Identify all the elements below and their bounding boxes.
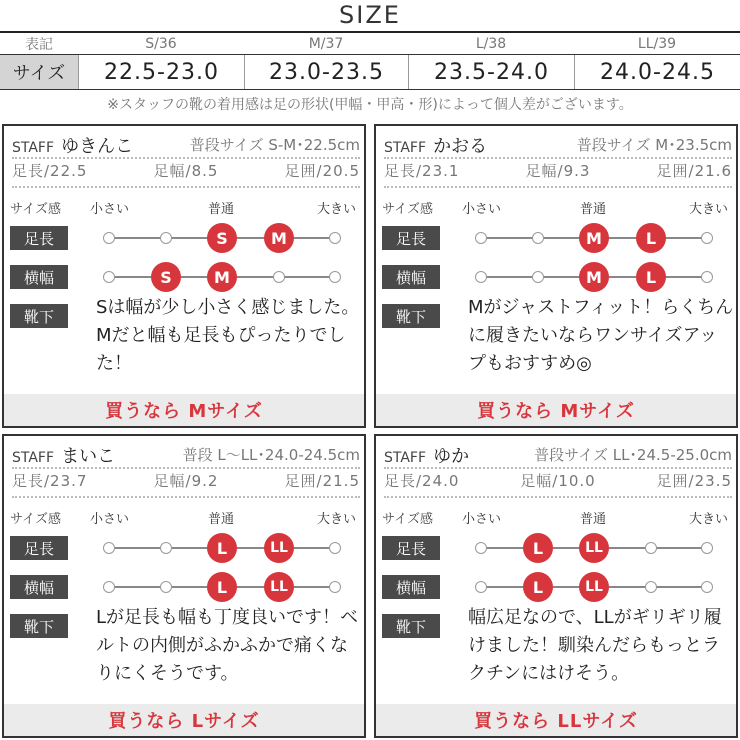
- scale-tick: [645, 581, 657, 593]
- staff-name: まいこ: [61, 446, 116, 467]
- length-row-label: 足長: [382, 226, 440, 250]
- scale-normal-label: 普通: [208, 202, 235, 217]
- staff-header: [12, 442, 360, 466]
- size-value-cell: 23.5-24.0: [408, 55, 574, 89]
- size-fit-mark: LL: [264, 533, 294, 563]
- length-fit-scale: [104, 533, 340, 563]
- foot-length: 足長/24.0: [384, 472, 460, 490]
- length-fit-scale: [104, 223, 340, 253]
- scale-large-label: 大きい: [316, 202, 356, 217]
- staff-comment: 幅広足なので、LLがギリギリ履けました！馴染んだらもっとラクチンにはけそう。: [468, 607, 722, 684]
- foot-width: 足幅/9.3: [525, 162, 591, 180]
- width-row-label: 横幅: [382, 265, 440, 289]
- size-fit-mark: S: [151, 262, 181, 292]
- width-fit-scale: [104, 262, 340, 292]
- width-fit-scale: [476, 262, 712, 292]
- foot-width: 足幅/9.2: [153, 472, 219, 490]
- foot-length: 足長/23.7: [12, 472, 88, 490]
- title-divider: [0, 31, 740, 33]
- staff-name: ゆか: [433, 446, 470, 467]
- scale-tick: [273, 271, 285, 283]
- dotted-divider: [384, 496, 732, 498]
- page-title: SIZE: [339, 1, 401, 29]
- scale-tick: [701, 581, 713, 593]
- scale-tick: [329, 271, 341, 283]
- scale-tick: [475, 581, 487, 593]
- usual-size: 普段サイズ M･23.5cm: [576, 136, 732, 154]
- width-row-label: 横幅: [10, 265, 68, 289]
- dotted-divider: [384, 186, 732, 188]
- foot-measurements: [384, 470, 732, 494]
- scale-tick: [160, 581, 172, 593]
- socks-row-label: 靴下: [382, 304, 440, 328]
- size-fit-mark: L: [523, 533, 553, 563]
- dotted-divider: [12, 467, 360, 469]
- size-value-cell: 22.5-23.0: [78, 55, 244, 89]
- width-fit-scale: [476, 572, 712, 602]
- foot-width: 足幅/10.0: [520, 472, 596, 490]
- scale-tick: [475, 542, 487, 554]
- size-fit-mark: M: [207, 262, 237, 292]
- staff-card: [2, 434, 366, 738]
- foot-length: 足長/22.5: [12, 162, 88, 180]
- staff-label: STAFF: [12, 140, 55, 156]
- socks-row-label: 靴下: [10, 304, 68, 328]
- staff-card: [374, 124, 738, 428]
- staff-label: STAFF: [384, 140, 427, 156]
- socks-row-label: 靴下: [382, 614, 440, 638]
- size-fit-mark: L: [636, 223, 666, 253]
- scale-tick: [701, 271, 713, 283]
- size-row-label: サイズ: [0, 55, 78, 89]
- scale-normal-label: 普通: [580, 202, 607, 217]
- scale-small-label: 小さい: [462, 512, 502, 527]
- size-table-header: [0, 34, 740, 54]
- dotted-divider: [384, 467, 732, 469]
- dotted-divider: [12, 157, 360, 159]
- staff-header: [12, 132, 360, 156]
- foot-width: 足幅/8.5: [153, 162, 219, 180]
- recommended-size: 買うなら LLサイズ: [376, 704, 736, 736]
- header-cell: L/38: [475, 36, 507, 52]
- scale-tick: [329, 581, 341, 593]
- scale-tick: [329, 542, 341, 554]
- foot-girth: 足囲/21.5: [284, 472, 360, 490]
- staff-name: ゆきんこ: [61, 136, 134, 157]
- size-fit-mark: S: [207, 223, 237, 253]
- foot-girth: 足囲/23.5: [656, 472, 732, 490]
- scale-normal-label: 普通: [580, 512, 607, 527]
- staff-card: [2, 124, 366, 428]
- scale-tick: [645, 542, 657, 554]
- header-cell: 表記: [25, 37, 53, 53]
- foot-girth: 足囲/20.5: [284, 162, 360, 180]
- scale-tick: [475, 271, 487, 283]
- size-fit-mark: LL: [264, 572, 294, 602]
- scale-large-label: 大きい: [316, 512, 356, 527]
- size-value-cell: 24.0-24.5: [574, 55, 740, 89]
- fit-label: サイズ感: [382, 202, 433, 217]
- scale-tick: [532, 271, 544, 283]
- usual-size: 普段 L～LL･24.0-24.5cm: [182, 446, 360, 464]
- foot-girth: 足囲/21.6: [656, 162, 732, 180]
- scale-tick: [701, 232, 713, 244]
- socks-row-label: 靴下: [10, 614, 68, 638]
- staff-comment: Sは幅が少し小さく感じました。Mだと幅も足長もぴったりでした！: [96, 297, 360, 374]
- fit-label: サイズ感: [10, 512, 61, 527]
- foot-length: 足長/23.1: [384, 162, 460, 180]
- scale-normal-label: 普通: [208, 512, 235, 527]
- scale-tick: [701, 542, 713, 554]
- header-cell: M/37: [308, 36, 344, 52]
- scale-tick: [160, 232, 172, 244]
- scale-large-label: 大きい: [688, 202, 728, 217]
- header-cell: S/36: [145, 36, 177, 52]
- scale-small-label: 小さい: [90, 202, 130, 217]
- staff-label: STAFF: [12, 450, 55, 466]
- usual-size: 普段サイズ LL･24.5-25.0cm: [534, 446, 732, 464]
- header-cell: LL/39: [637, 36, 677, 52]
- staff-label: STAFF: [384, 450, 427, 466]
- size-fit-mark: LL: [579, 533, 609, 563]
- size-fit-mark: LL: [579, 572, 609, 602]
- recommended-size: 買うなら Mサイズ: [376, 394, 736, 426]
- scale-tick: [160, 542, 172, 554]
- staff-comment: Lが足長も幅も丁度良いです！ベルトの内側がふかふかで痛くなりにくそうです。: [96, 607, 359, 684]
- size-fit-mark: L: [636, 262, 666, 292]
- staff-name: かおる: [433, 136, 488, 157]
- dotted-divider: [384, 157, 732, 159]
- size-fit-mark: L: [207, 572, 237, 602]
- width-row-label: 横幅: [10, 575, 68, 599]
- length-fit-scale: [476, 223, 712, 253]
- size-fit-mark: M: [264, 223, 294, 253]
- width-fit-scale: [104, 572, 340, 602]
- size-table: [0, 34, 740, 90]
- fit-label: サイズ感: [382, 512, 433, 527]
- size-fit-mark: L: [207, 533, 237, 563]
- scale-tick: [103, 271, 115, 283]
- scale-small-label: 小さい: [462, 202, 502, 217]
- foot-measurements: [384, 160, 732, 184]
- scale-tick: [103, 542, 115, 554]
- staff-card: [374, 434, 738, 738]
- staff-comment: Mがジャストフィット！らくちんに履きたいならワンサイズアップもおすすめ◎: [468, 297, 734, 374]
- size-table-values: [0, 54, 740, 90]
- foot-measurements: [12, 160, 360, 184]
- staff-header: [384, 132, 732, 156]
- fit-disclaimer: ※スタッフの靴の着用感は足の形状(甲幅・甲高・形)によって個人差がございます。: [107, 97, 633, 113]
- length-row-label: 足長: [10, 226, 68, 250]
- scale-tick: [103, 581, 115, 593]
- dotted-divider: [12, 186, 360, 188]
- scale-large-label: 大きい: [688, 512, 728, 527]
- foot-measurements: [12, 470, 360, 494]
- length-row-label: 足長: [382, 536, 440, 560]
- dotted-divider: [12, 496, 360, 498]
- scale-tick: [329, 232, 341, 244]
- recommended-size: 買うなら Mサイズ: [4, 394, 364, 426]
- size-fit-mark: M: [579, 223, 609, 253]
- size-value-cell: 23.0-23.5: [244, 55, 408, 89]
- scale-tick: [103, 232, 115, 244]
- length-row-label: 足長: [10, 536, 68, 560]
- scale-small-label: 小さい: [90, 512, 130, 527]
- length-fit-scale: [476, 533, 712, 563]
- usual-size: 普段サイズ S-M･22.5cm: [189, 136, 360, 154]
- size-fit-mark: L: [523, 572, 553, 602]
- fit-label: サイズ感: [10, 202, 61, 217]
- recommended-size: 買うなら Lサイズ: [4, 704, 364, 736]
- size-fit-mark: M: [579, 262, 609, 292]
- scale-tick: [475, 232, 487, 244]
- scale-tick: [532, 232, 544, 244]
- staff-header: [384, 442, 732, 466]
- width-row-label: 横幅: [382, 575, 440, 599]
